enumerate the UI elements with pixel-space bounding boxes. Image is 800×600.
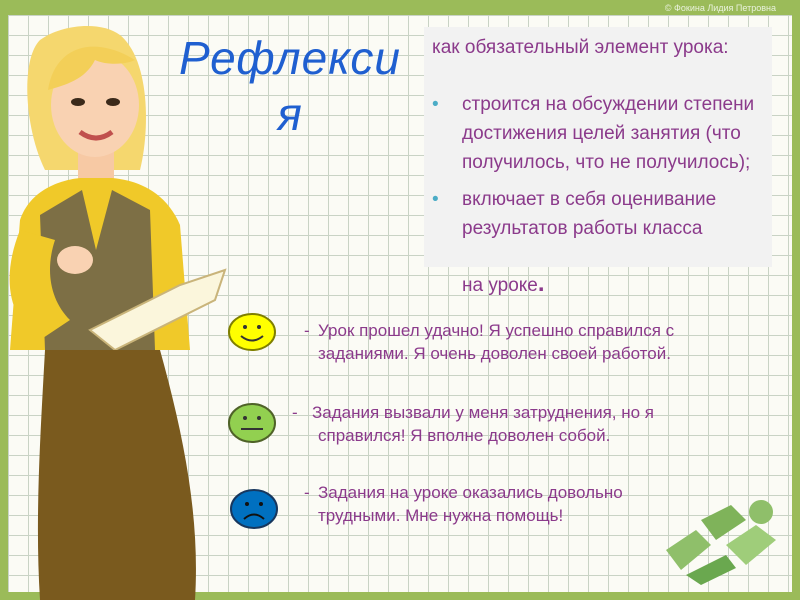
- numbers-decoration-icon: [656, 490, 786, 585]
- option-happy-line2: заданиями. Я очень доволен своей работой.: [318, 344, 671, 363]
- option-sad-line1: [304, 482, 623, 504]
- tail-text: на уроке: [462, 275, 538, 296]
- option-text: Задания вызвали у меня затруднения, но я: [312, 403, 655, 422]
- option-text: Задания на уроке оказались довольно: [318, 483, 623, 502]
- sad-smiley-icon: [229, 488, 279, 530]
- tail-period: .: [537, 270, 545, 297]
- info-box-tail: [462, 271, 545, 298]
- slide-title-line1: Рефлекси: [179, 32, 401, 84]
- info-box-lead: как обязательный элемент урока:: [432, 37, 729, 58]
- bullet-item: • строится на обсуждении степени достижения целей занятия (что получилось, что не получилось);: [430, 90, 766, 177]
- option-happy-line1: [304, 320, 674, 342]
- bullet-item: • включает в себя оценивание результатов работы класса: [430, 185, 766, 243]
- option-neutral-line2: справился! Я вполне доволен собой.: [318, 426, 611, 445]
- slide-title-line2: я: [277, 88, 303, 140]
- happy-smiley-icon: [227, 312, 277, 352]
- option-dash: -: [292, 403, 298, 422]
- neutral-smiley-icon: [227, 402, 277, 444]
- slide-title: [170, 30, 410, 142]
- option-sad-line2: трудными. Мне нужна помощь!: [318, 506, 564, 525]
- option-dash: -: [304, 483, 310, 502]
- copyright-text: © Фокина Лидия Петровна: [664, 3, 776, 13]
- option-dash: -: [304, 321, 310, 340]
- info-box-bullets: [430, 90, 766, 243]
- option-text: Урок прошел удачно! Я успешно справился с: [318, 321, 675, 340]
- option-neutral-line1: [292, 402, 654, 424]
